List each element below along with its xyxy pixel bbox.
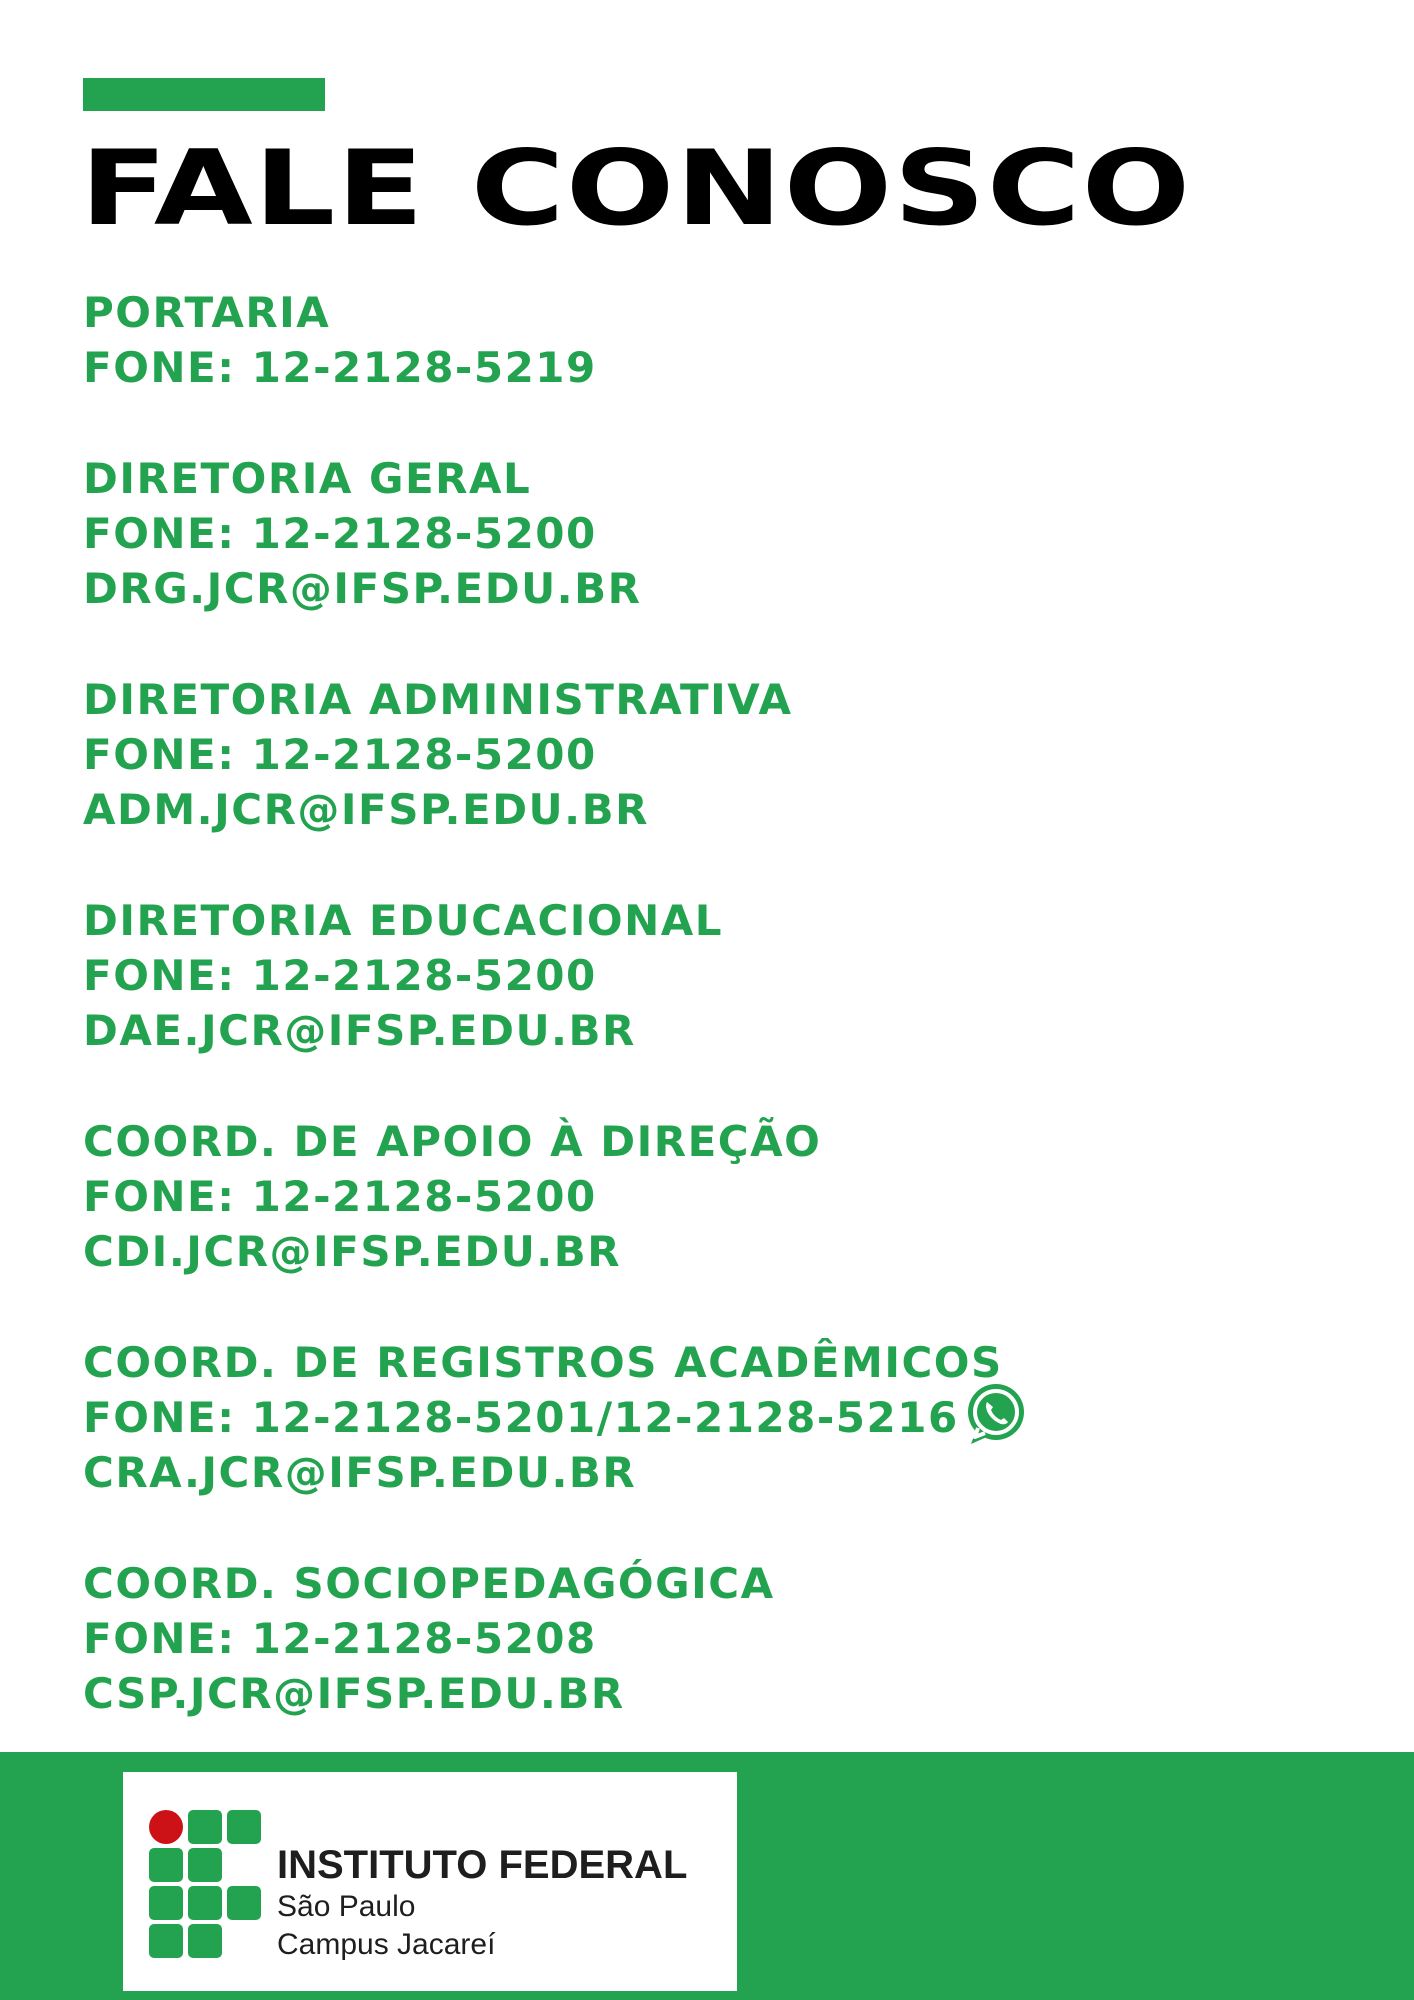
contact-phone: FONE: 12-2128-5201/12-2128-5216 bbox=[83, 1393, 959, 1442]
contact-email[interactable]: CRA.JCR@IFSP.EDU.BR bbox=[83, 1448, 637, 1497]
logo-text bbox=[277, 1842, 687, 1964]
contact-name: PORTARIA bbox=[83, 288, 331, 337]
logo-title: INSTITUTO FEDERAL bbox=[277, 1843, 688, 1887]
title-accent-bar bbox=[83, 78, 325, 111]
contact-diretoria-educacional bbox=[83, 893, 1333, 1058]
institution-logo bbox=[123, 1772, 737, 1991]
contact-name: DIRETORIA GERAL bbox=[83, 454, 532, 503]
contact-phone-row bbox=[83, 1390, 1333, 1445]
contact-phone: FONE: 12-2128-5200 bbox=[83, 730, 597, 779]
page-title: FALE CONOSCO bbox=[80, 129, 1192, 249]
contact-phone: FONE: 12-2128-5200 bbox=[83, 1172, 597, 1221]
contact-portaria bbox=[83, 285, 1333, 395]
if-logo-mark-icon bbox=[149, 1810, 261, 1958]
contact-diretoria-administrativa bbox=[83, 672, 1333, 837]
whatsapp-icon[interactable] bbox=[963, 1382, 1027, 1446]
contact-name: DIRETORIA EDUCACIONAL bbox=[83, 896, 724, 945]
contact-coord-registros-academicos bbox=[83, 1335, 1333, 1500]
contact-name: COORD. DE REGISTROS ACADÊMICOS bbox=[83, 1338, 1003, 1387]
contact-phone: FONE: 12-2128-5200 bbox=[83, 951, 597, 1000]
logo-campus: Campus Jacareí bbox=[277, 1928, 496, 1961]
contact-email[interactable]: DAE.JCR@IFSP.EDU.BR bbox=[83, 1006, 636, 1055]
contact-diretoria-geral bbox=[83, 451, 1333, 616]
contact-coord-sociopedagogica bbox=[83, 1556, 1333, 1721]
contact-name: COORD. DE APOIO À DIREÇÃO bbox=[83, 1117, 822, 1166]
contact-coord-apoio-direcao bbox=[83, 1114, 1333, 1279]
contact-phone: FONE: 12-2128-5208 bbox=[83, 1614, 597, 1663]
contact-email[interactable]: CDI.JCR@IFSP.EDU.BR bbox=[83, 1227, 622, 1276]
footer-band bbox=[0, 1752, 1414, 2000]
contact-email[interactable]: CSP.JCR@IFSP.EDU.BR bbox=[83, 1669, 625, 1718]
contact-phone: FONE: 12-2128-5200 bbox=[83, 509, 597, 558]
contact-name: COORD. SOCIOPEDAGÓGICA bbox=[83, 1559, 775, 1608]
contact-phone: FONE: 12-2128-5219 bbox=[83, 343, 597, 392]
logo-subtitle: São Paulo bbox=[277, 1890, 416, 1923]
contact-email[interactable]: DRG.JCR@IFSP.EDU.BR bbox=[83, 564, 642, 613]
contact-list bbox=[83, 285, 1333, 1777]
contact-email[interactable]: ADM.JCR@IFSP.EDU.BR bbox=[83, 785, 649, 834]
contact-name: DIRETORIA ADMINISTRATIVA bbox=[83, 675, 793, 724]
